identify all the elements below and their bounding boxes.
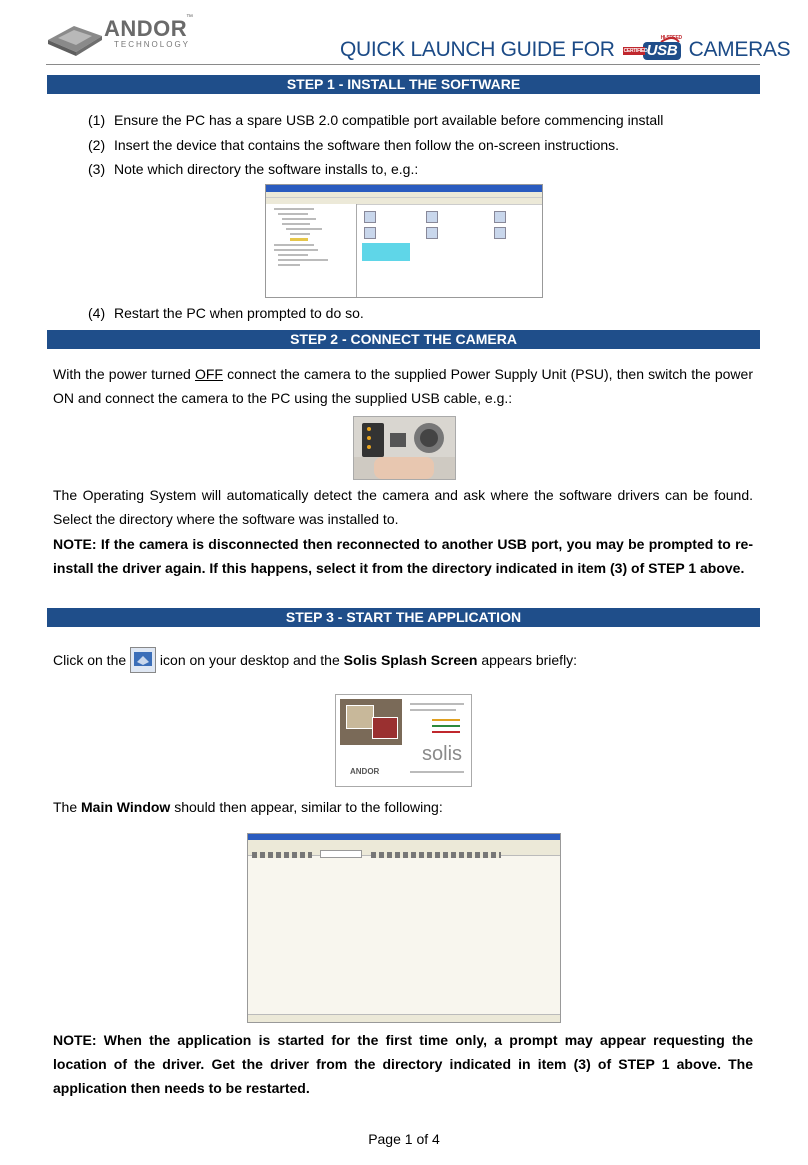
text-run: connect the camera to the supplied Power Supply Unit (PSU), then switch the power ON and connect the camera to the PC using the supplied USB cable, e.g.: [53, 366, 753, 406]
usb-badge-text: USB [646, 42, 678, 59]
item-text: Insert the device that contains the software then follow the on-screen instructions. [114, 137, 620, 153]
text-run: appears briefly: [477, 652, 578, 668]
text-run: The [53, 799, 82, 815]
andor-logo [44, 14, 204, 58]
item-number: (4) [88, 305, 106, 321]
title-prefix: QUICK LAUNCH GUIDE FOR [340, 38, 615, 61]
splash-screen-label: Solis Splash Screen [343, 652, 478, 668]
usb-badge-top-text: HI-SPEED [660, 35, 682, 41]
step1-item-2 [88, 136, 619, 154]
solis-desktop-icon [130, 647, 156, 673]
logo-trademark: ™ [186, 14, 193, 21]
title-suffix: CAMERAS [688, 38, 791, 61]
explorer-screenshot [265, 184, 543, 298]
item-text: Ensure the PC has a spare USB 2.0 compatible port available before commencing install [114, 112, 664, 128]
text-run: Click on the [53, 652, 131, 668]
camera-photo [353, 416, 456, 480]
off-emphasis: OFF [194, 366, 223, 382]
step2-paragraph-1 [53, 362, 753, 410]
step1-item-4 [88, 304, 364, 322]
text-run: With the power turned [53, 366, 195, 382]
main-window-statusbar [248, 1014, 560, 1022]
logo-subtitle: TECHNOLOGY [114, 40, 191, 49]
step3-note: NOTE: When the application is started for the first time only, a prompt may appear requesting the location of the driver. Get the driver from the directory indicated in item (3) of STEP 1 above. The application then needs to be restarted. [53, 1032, 753, 1096]
main-window-intro [53, 795, 753, 819]
item-number: (3) [88, 161, 106, 177]
usb-certified-badge [621, 36, 683, 64]
main-window-screenshot [247, 833, 561, 1023]
main-window-label: Main Window [81, 799, 171, 815]
explorer-titlebar [266, 185, 542, 192]
andor-logo-icon [44, 18, 104, 58]
solis-splash-screenshot [335, 694, 472, 787]
logo-wordmark: ANDOR [104, 16, 188, 41]
step1-item-3 [88, 160, 418, 178]
explorer-folder-tree [266, 204, 357, 297]
document-title [340, 36, 790, 64]
step1-item-1 [88, 111, 663, 129]
text-run: should then appear, similar to the following: [170, 799, 443, 815]
step3-click-instruction [53, 647, 753, 673]
item-number: (2) [88, 137, 106, 153]
main-window-toolbar [248, 845, 560, 856]
splash-solis-wordmark: solis [422, 743, 463, 765]
text-run: icon on your desktop and the [156, 652, 344, 668]
step2-note: NOTE: If the camera is disconnected then reconnected to another USB port, you may be prompted to re- install the driver again. If this happens, select it from the directory indicated in item (3) of STEP 1 above. [53, 536, 753, 576]
header-divider [46, 64, 760, 65]
step1-heading: STEP 1 - INSTALL THE SOFTWARE [47, 75, 760, 94]
item-text: Restart the PC when prompted to do so. [114, 305, 364, 321]
splash-andor-logo: ANDOR [350, 767, 380, 776]
step2-heading: STEP 2 - CONNECT THE CAMERA [47, 330, 760, 349]
page-number: Page 1 of 4 [368, 1131, 440, 1147]
usb-badge-side-text: CERTIFIED [623, 48, 648, 54]
step2-paragraph-2: The Operating System will automatically detect the camera and ask where the software drivers can be found. Select the directory where the software was installed to. [53, 487, 753, 527]
item-text: Note which directory the software installs to, e.g.: [114, 161, 419, 177]
step3-heading: STEP 3 - START THE APPLICATION [47, 608, 760, 627]
item-number: (1) [88, 112, 106, 128]
